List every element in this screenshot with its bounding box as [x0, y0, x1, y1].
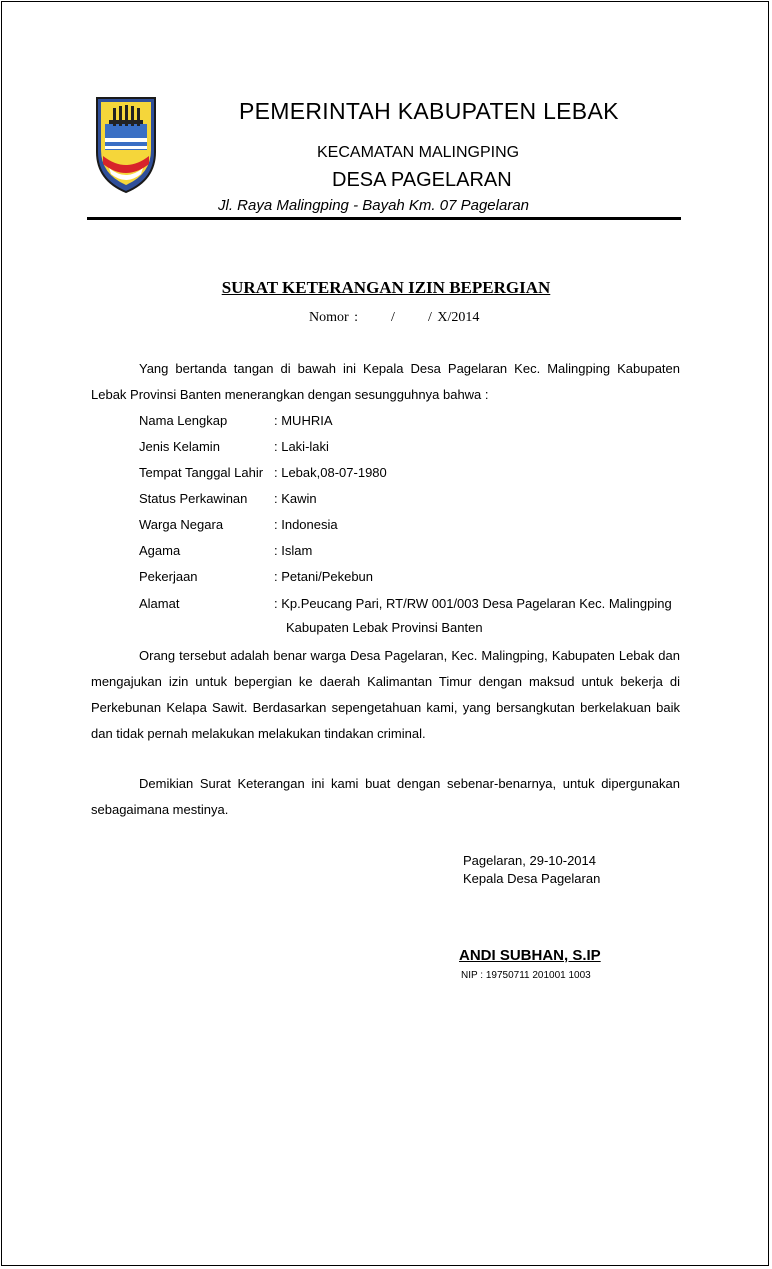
field-row [139, 413, 333, 428]
field-value: : MUHRIA [274, 413, 333, 428]
closing-paragraph: Demikian Surat Keterangan ini kami buat dengan sebenar-benarnya, untuk dipergunakan sebagaimana mestinya. [91, 776, 680, 817]
place-date: Pagelaran, 29-10-2014 [463, 853, 596, 868]
field-row [139, 517, 338, 532]
field-value: : Laki-laki [274, 439, 329, 454]
field-label: Alamat [139, 596, 180, 611]
address-continuation: Kabupaten Lebak Provinsi Banten [286, 620, 483, 635]
field-value: : Kp.Peucang Pari, RT/RW 001/003 Desa Pagelaran Kec. Malingping [274, 596, 672, 611]
field-label: Agama [139, 543, 181, 558]
field-label: Pekerjaan [139, 569, 198, 584]
district-heading: KECAMATAN MALINGPING [317, 144, 520, 161]
field-row [139, 596, 672, 611]
field-label: Jenis Kelamin [139, 439, 220, 454]
field-value: : Petani/Pekebun [274, 569, 374, 584]
letter-title [2, 278, 770, 298]
signer-nip: NIP : 19750711 201001 1003 [461, 970, 591, 981]
village-heading: DESA PAGELARAN [332, 169, 512, 191]
field-label: Status Perkawinan [139, 491, 248, 506]
office-address: Jl. Raya Malingping - Bayah Km. 07 Pagelaran [218, 197, 530, 214]
letter-page [1, 1, 769, 1266]
letterhead-divider [87, 217, 681, 220]
field-label: Nama Lengkap [139, 413, 228, 428]
field-label: Warga Negara [139, 517, 224, 532]
letter-title-text: SURAT KETERANGAN IZIN BEPERGIAN [221, 278, 551, 297]
field-row [139, 465, 387, 480]
signer-name: ANDI SUBHAN, S.IP [459, 947, 601, 964]
field-label: Tempat Tanggal Lahir [139, 465, 264, 480]
field-value: : Islam [274, 543, 313, 558]
letter-number: Nomor : / / X/2014 [309, 310, 480, 325]
government-heading: PEMERINTAH KABUPATEN LEBAK [239, 98, 619, 124]
field-value: : Lebak,08-07-1980 [274, 465, 387, 480]
field-row [139, 491, 317, 506]
body-paragraph: Orang tersebut adalah benar warga Desa Pagelaran, Kec. Malingping, Kabupaten Lebak dan mengajukan izin untuk bepergian ke daerah Kalimantan Timur dengan maksud untuk bekerja di Perkebunan Kelapa Sawit. Berdasarkan sepengetahuan kami, yang bersangkutan berkelakuan baik dan tidak pernah melakukan melakukan tindakan criminal. [91, 648, 680, 741]
field-row [139, 439, 329, 454]
field-row [139, 543, 312, 558]
field-value: : Kawin [274, 491, 317, 506]
intro-paragraph: Yang bertanda tangan di bawah ini Kepala Desa Pagelaran Kec. Malingping Kabupaten Lebak Provinsi Banten menerangkan dengan sesungguhnya bahwa : [91, 361, 680, 402]
field-value: : Indonesia [274, 517, 338, 532]
regency-emblem-logo [95, 94, 157, 194]
field-row [139, 569, 373, 584]
signer-position: Kepala Desa Pagelaran [463, 871, 601, 886]
